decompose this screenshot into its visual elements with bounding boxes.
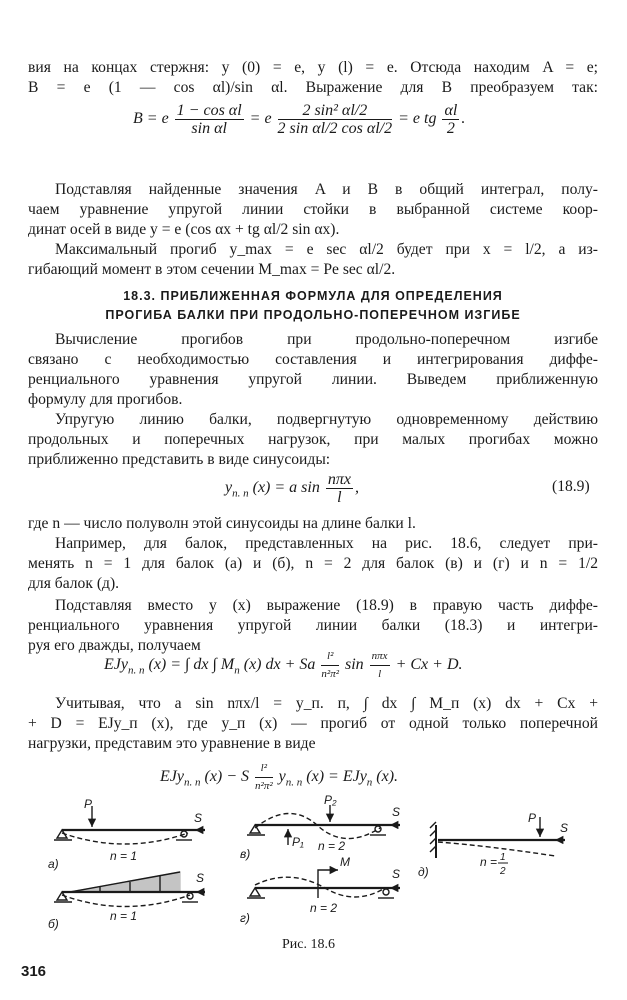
equation-number: (18.9) — [552, 478, 590, 495]
text-line: приближенно представить в виде синусоиды: — [28, 451, 331, 468]
text-line: Подставляя вместо y (x) выражение (18.9) в правую часть диффе- — [55, 597, 598, 614]
moment-label: M — [340, 855, 350, 869]
equation-integral: EJy$_{п. п}$ (x) = ∫ dx ∫ $M_п$ (x) dx + Sa $\frac{\text{l²}}{\text{n²π²}}$ sin $\frac{\text{nπx}}{l}$ + Cx + D. — [104, 650, 463, 680]
text-line: Учитывая, что a sin nπx/l = y_п. п, ∫ dx ∫ M_п (x) dx + Cx + — [55, 695, 598, 712]
equation-final: EJy$_{п. п}$ (x) − S $\frac{\text{l²}}{\text{n²π²}}$ $y_{п. п}$ (x) = EJy$_п$ (x). — [160, 762, 399, 792]
text-line: Упругую линию балки, подвергнутую одновременному действию — [55, 411, 598, 428]
force-label: P — [528, 811, 537, 825]
text-line: где n — число полуволн этой синусоиды на длине балки l. — [28, 515, 416, 532]
section-heading: ПРОГИБА БАЛКИ ПРИ ПРОДОЛЬНО-ПОПЕРЕЧНОМ ИЗГИБЕ — [105, 308, 521, 322]
figure-caption: Рис. 18.6 — [282, 937, 335, 952]
force-label: S — [196, 871, 205, 885]
text-line: гибающий момент в этом сечении M_max = Pe sec αl/2. — [28, 261, 396, 278]
fig-label-d: д) — [418, 865, 429, 879]
wave-count-num: 1 — [500, 852, 506, 863]
page-number: 316 — [21, 963, 47, 980]
wave-count-label: n = 1 — [110, 909, 138, 923]
text-line: руя его дважды, получаем — [28, 637, 201, 654]
text-line: Вычисление прогибов при продольно-поперечном изгибе — [55, 331, 598, 348]
equation-B: B = e $\frac{\text{1 − cos αl}}{\text{sin αl}}$ = e $\frac{\text{2 sin² αl/2}}{\text{2 sin αl/2 cos αl/2}}$ = e tg $\frac{\alpha l}{2}$ . — [133, 102, 466, 137]
text-line: + D = EJy_п (x), где y_п (x) — прогиб от одной только поперечной — [28, 715, 598, 732]
equation-18-9: $y_{п. п}$ (x) = a sin $\frac{\text{nπx}}{l}$ , — [225, 471, 359, 506]
force-label: S — [392, 805, 401, 819]
text-line: Максимальный прогиб y_max = e sec αl/2 будет при x = l/2, а из- — [55, 241, 598, 258]
text-line: Подставляя найденные значения A и B в общий интеграл, полу- — [55, 181, 598, 198]
beam-d — [430, 817, 565, 858]
text-line: динат осей в виде y = e (cos αx + tg αl/2 sin αx). — [28, 221, 340, 238]
force-label: S — [392, 867, 401, 881]
text-line: ренциального уравнения упругой линии балки (18.3) и интегри- — [28, 617, 598, 634]
text-line: для балок (д). — [28, 575, 120, 592]
wave-count-label: n = 2 — [310, 901, 338, 915]
text-line: вия на концах стержня: y (0) = e, y (l) = e. Отсюда находим A = e; — [28, 59, 598, 76]
force-label: S — [194, 811, 203, 825]
section-heading: 18.3. ПРИБЛИЖЕННАЯ ФОРМУЛА ДЛЯ ОПРЕДЕЛЕНИЯ — [123, 289, 503, 303]
force-label: S — [560, 821, 569, 835]
text-line: чаем уравнение упругой линии стойки в выбранной системе коор- — [28, 201, 598, 218]
wave-count-label: n = 2 — [318, 839, 346, 853]
text-line: продольных и поперечных нагрузок, при малых прогибах можно — [28, 431, 598, 448]
text-line: формулу для прогибов. — [28, 391, 183, 408]
text-line: нагрузки, представим это уравнение в виде — [28, 735, 316, 752]
fig-label-a: а) — [48, 857, 59, 871]
fig-label-b: б) — [48, 917, 59, 931]
force-label: P — [84, 797, 93, 811]
wave-count-label: n = — [480, 855, 498, 869]
wave-count-label: n = 1 — [110, 849, 138, 863]
beam-g — [247, 870, 400, 898]
text-line: менять n = 1 для балок (a) и (б), n = 2 для балок (в) и (г) и n = 1/2 — [28, 555, 598, 572]
text-line: Например, для балок, представленных на рис. 18.6, следует при- — [55, 535, 598, 552]
beam-a — [54, 806, 205, 844]
beam-b — [54, 872, 205, 907]
force-label: P₁ — [292, 835, 304, 849]
text-line: B = e (1 — cos αl)/sin αl. Выражение для B преобразуем так: — [28, 79, 598, 96]
text-line: ренциального уравнения упругой линии. Выведем приближенную — [28, 371, 598, 388]
fig-label-g: г) — [240, 911, 250, 925]
text-line: связано с необходимостью составления и интегрирования диффе- — [28, 351, 598, 368]
fig-label-v: в) — [240, 847, 251, 861]
force-label: P₂ — [324, 793, 337, 807]
wave-count-den: 2 — [500, 866, 506, 877]
